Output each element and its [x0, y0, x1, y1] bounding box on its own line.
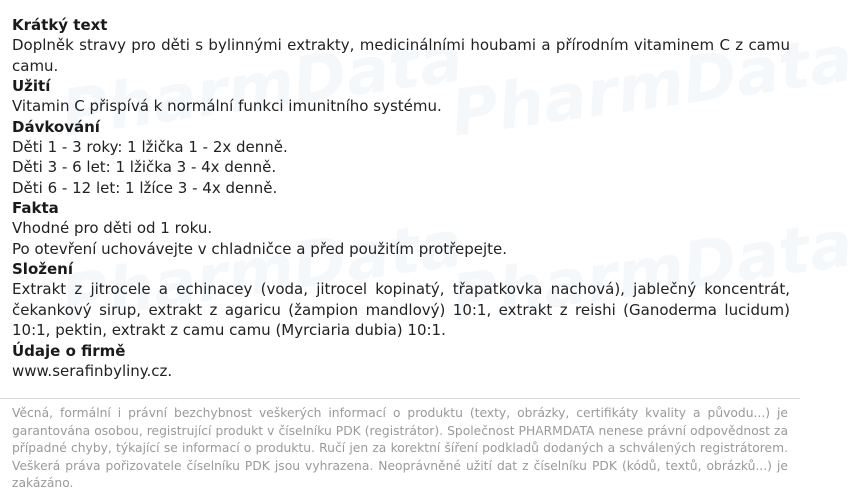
product-info	[12, 15, 790, 381]
section-text: Doplněk stravy pro děti s bylinnými extrakty, medicinálními houbami a přírodním vitaminem C z camu camu.	[12, 36, 790, 75]
dosage-line: Děti 1 - 3 roky: 1 lžička 1 - 2x denně.	[12, 137, 288, 156]
section-uziti	[12, 76, 790, 117]
section-kratky-text	[12, 15, 790, 76]
dosage-line: Děti 3 - 6 let: 1 lžička 3 - 4x denně.	[12, 158, 277, 176]
section-heading: Dávkování	[12, 117, 100, 136]
section-heading: Fakta	[12, 199, 59, 217]
section-heading: Užití	[12, 77, 51, 95]
section-slozeni	[12, 259, 790, 341]
company-website: www.serafinbyliny.cz.	[12, 361, 173, 380]
section-heading: Krátký text	[12, 16, 108, 34]
section-fakta	[12, 198, 790, 259]
section-davkovani	[12, 117, 790, 199]
section-udaje-o-firme	[12, 341, 790, 382]
fact-line: Po otevření uchovávejte v chladničce a před použitím protřepejte.	[12, 239, 508, 258]
legal-disclaimer: Věcná, formální i právní bezchybnost veškerých informací o produktu (texty, obrázky, certifikáty kvality a původu...) je garantována osobou, registrující produkt v číselníku PDK (registrátor). Společnost PHARMDATA nenese právní odpovědnost za případné chyby, týkající se informací o produktu. Ručí jen za korektní šíření podkladů dodaných a schválených registrátorem. Veškerá práva pořizovatele číselníku PDK jsou vyhrazena. Neoprávněné užití dat z číselníku PDK (kódů, textů, obrázků...) je zakázáno.	[0, 398, 800, 468]
section-heading: Údaje o firmě	[12, 341, 126, 360]
fact-line: Vhodné pro děti od 1 roku.	[12, 219, 213, 237]
dosage-line: Děti 6 - 12 let: 1 lžíce 3 - 4x denně.	[12, 178, 278, 197]
section-text: Extrakt z jitrocele a echinacey (voda, jitrocel kopinatý, třapatkovka nachová), jablečný koncentrát, čekankový sirup, extrakt z agaricu (žampion mandlový) 10:1, extrakt z reishi (Ganoderma lucidum) 10:1, pektin, extrakt z camu camu (Myrciaria dubia) 10:1.	[12, 280, 790, 339]
section-heading: Složení	[12, 260, 73, 278]
section-text: Vitamin C přispívá k normální funkci imunitního systému.	[12, 97, 442, 115]
